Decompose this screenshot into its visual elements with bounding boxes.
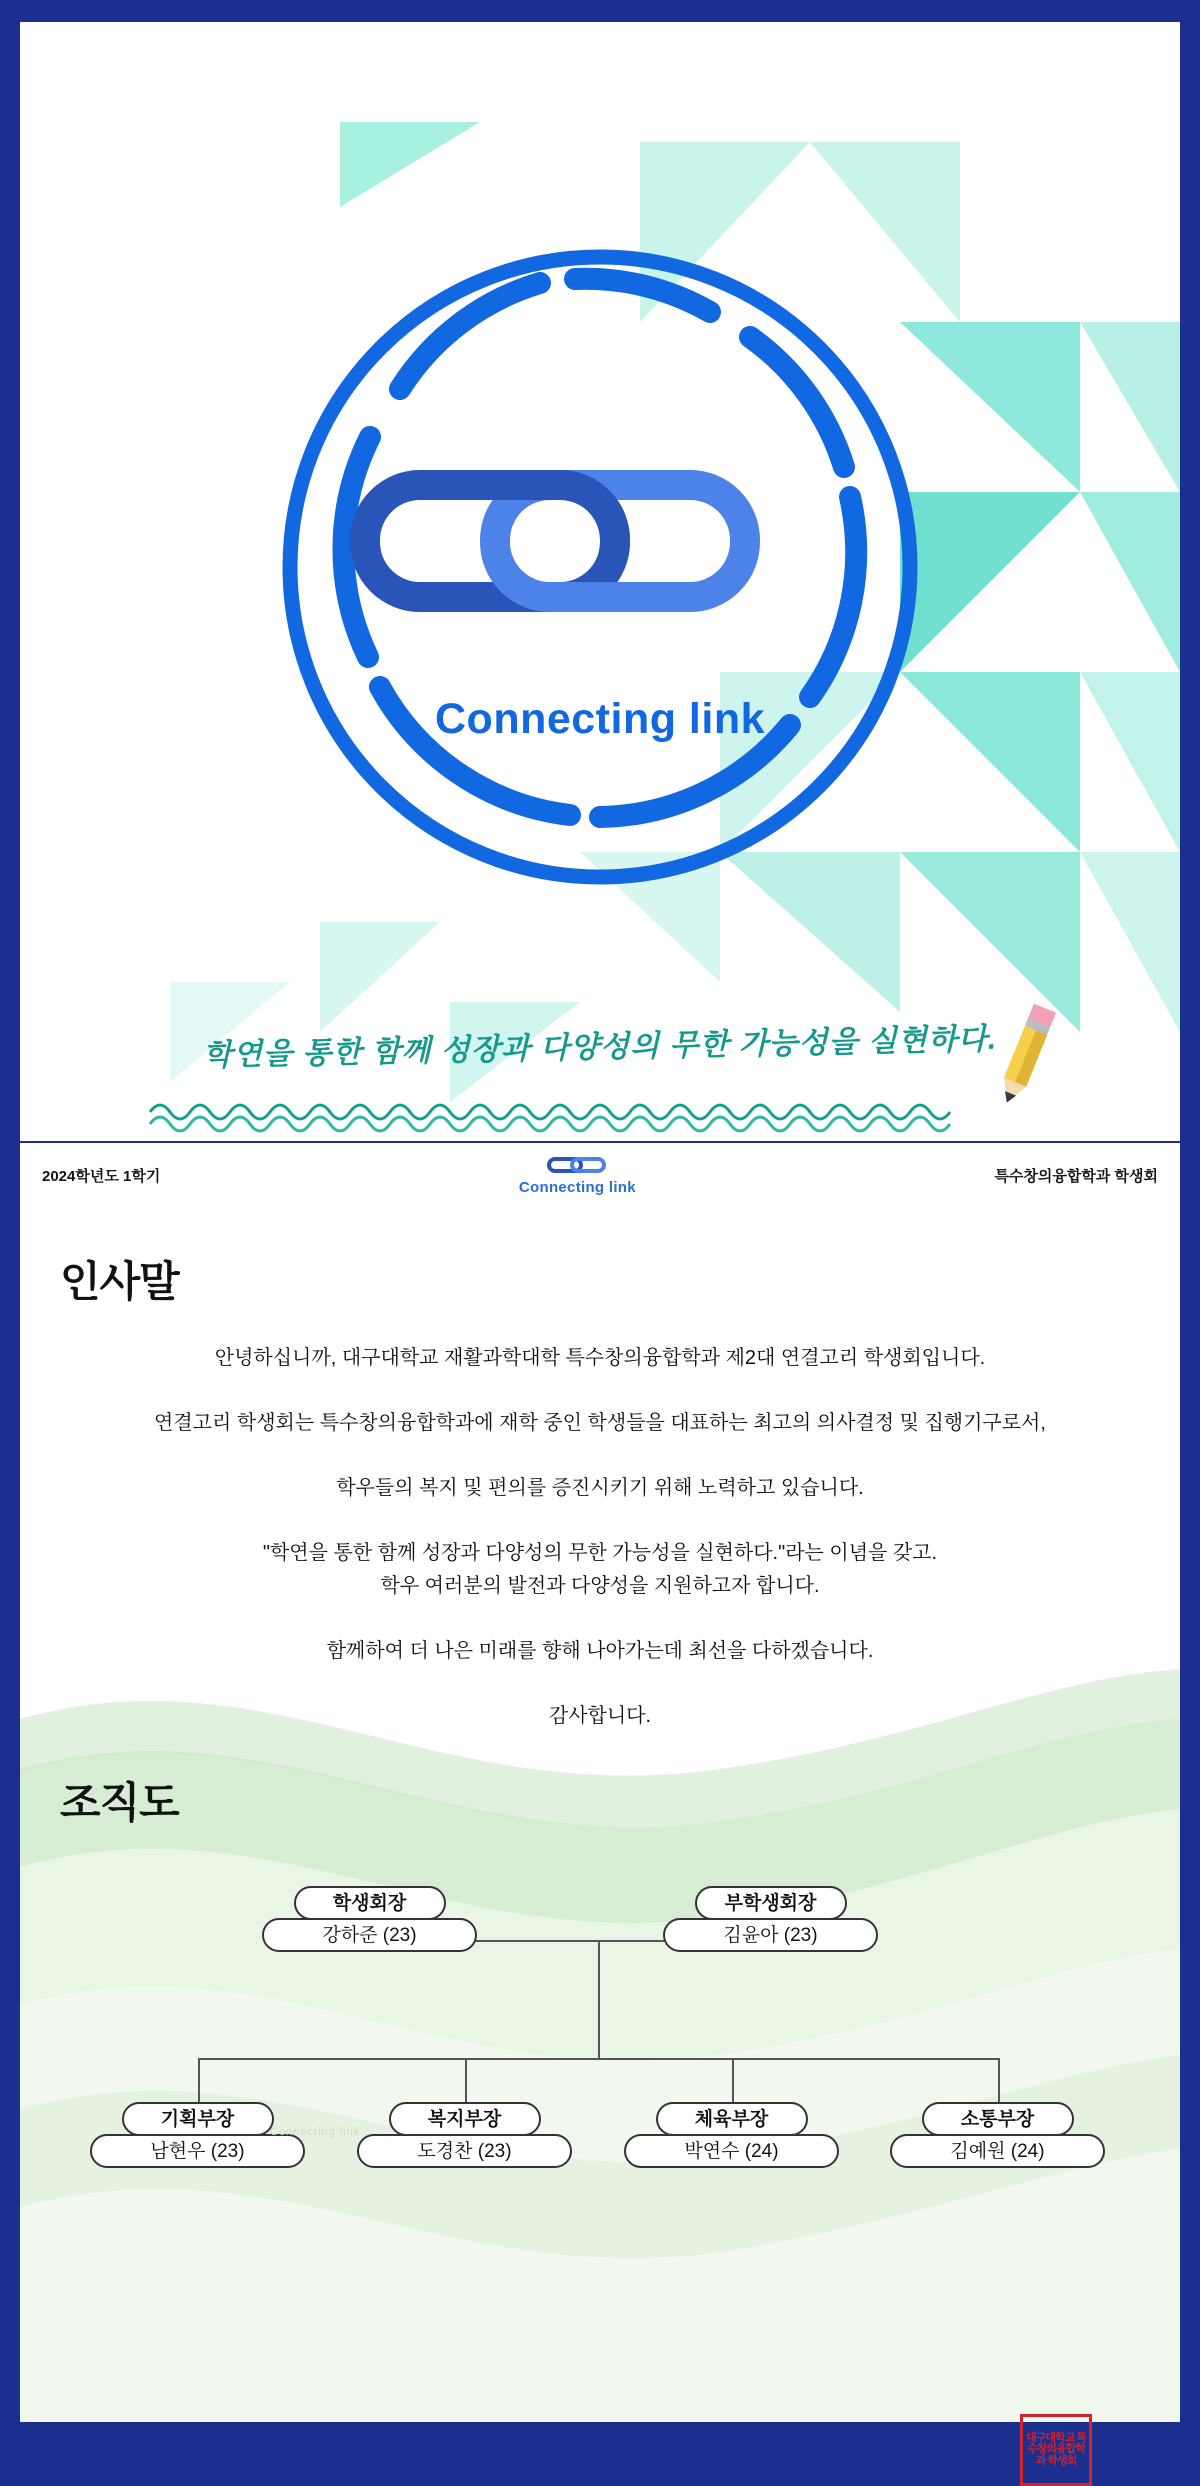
official-seal: 대구대학교 특수창의융합학과 학생회 [1020,2414,1092,2486]
connector-branch-2 [465,2058,467,2104]
greeting-paragraph: 감사합니다. [548,1705,652,1727]
org-role-label: 학생회장 [294,1886,446,1920]
greeting-text [20,1343,1180,1732]
footer-semester: 2024학년도 1학기 [42,1167,161,1185]
org-person-label: 김예원 (24) [890,2134,1105,2168]
pencil-icon [980,1000,1070,1110]
connector-branch-3 [732,2058,734,2104]
org-node-communication-head [890,2102,1105,2168]
org-person-label: 박연수 (24) [624,2134,839,2168]
org-node-welfare-head [357,2102,572,2168]
greeting-paragraph: "학연을 통한 함께 성장과 다양성의 무한 가능성을 실현하다."라는 이념을 갖고. [262,1542,938,1564]
footer-department: 특수창의융합학과 학생회 [994,1167,1158,1185]
chain-link-icon [546,1154,608,1174]
footer-wordmark: Connecting link [518,1179,636,1196]
page-inner [20,22,1180,2467]
connector-center-vertical [598,1940,600,2058]
org-person-label: 도경찬 (23) [357,2134,572,2168]
connector-branch-1 [198,2058,200,2104]
logo-ring-icon [250,217,950,917]
org-role-label: 소통부장 [922,2102,1074,2136]
org-role-label: 부학생회장 [695,1886,847,1920]
greeting-paragraph: 학우 여러분의 발전과 다양성을 지원하고자 합니다. [380,1575,820,1597]
greeting-paragraph: 학우들의 복지 및 편의를 증진시키기 위해 노력하고 있습니다. [336,1477,864,1499]
org-chart [20,1858,1180,2188]
org-person-label: 남현우 (23) [90,2134,305,2168]
page-title-greeting: 인사말 [60,1258,179,1305]
page-title-org-chart: 조직도 [60,1779,179,1826]
org-person-label: 강하준 (23) [262,1918,477,1952]
poster-hero [20,22,1180,1207]
greeting-paragraph: 함께하여 더 나은 미래를 향해 나아가는데 최선을 다하겠습니다. [326,1640,874,1662]
logo [250,217,950,917]
org-node-president [262,1886,477,1952]
org-person-label: 김윤아 (23) [663,1918,878,1952]
footer-logo-mark [519,1154,636,1196]
poster-footer [20,1141,1180,1207]
poster-slogan: 학연을 통한 함께 성장과 다양성의 무한 가능성을 실현하다. [202,1022,998,1073]
connector-bottom-horizontal [198,2058,998,2060]
org-watermark: Connecting link [270,2126,361,2138]
org-role-label: 복지부장 [389,2102,541,2136]
logo-wordmark: Connecting link [435,695,765,743]
connector-branch-4 [998,2058,1000,2104]
greeting-paragraph: 연결고리 학생회는 특수창의융합학과에 재학 중인 학생들을 대표하는 최고의 의사결정 및 집행기구로서, [154,1412,1046,1434]
greeting-paragraph: 안녕하십니까, 대구대학교 재활과학대학 특수창의융합학과 제2대 연결고리 학생회입니다. [214,1347,986,1369]
org-node-vice-president [663,1886,878,1952]
slogan-underline-decoration [150,1094,970,1130]
content-section [20,1249,1180,2467]
org-role-label: 기획부장 [122,2102,274,2136]
org-role-label: 체육부장 [656,2102,808,2136]
org-node-sports-head [624,2102,839,2168]
